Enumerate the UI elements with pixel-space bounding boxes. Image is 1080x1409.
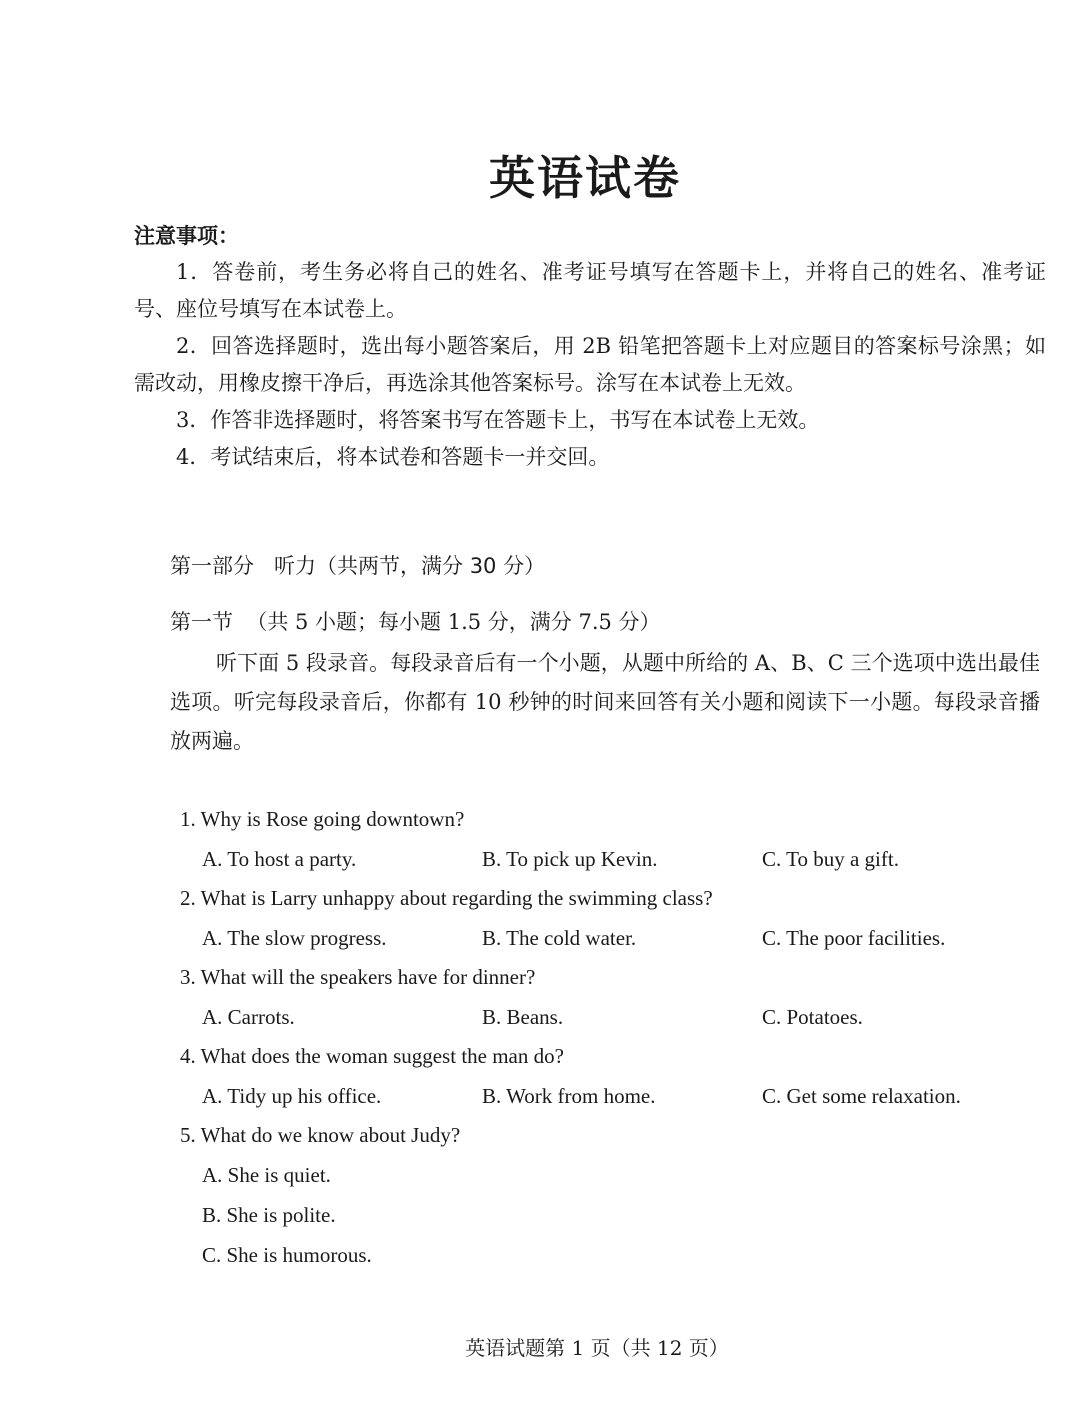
option-a: A. Carrots. xyxy=(202,1005,295,1029)
question-stem: 4. What does the woman suggest the man do? xyxy=(180,1044,564,1068)
notice-item: 4．考试结束后，将本试卷和答题卡一并交回。 xyxy=(176,445,610,469)
option-column xyxy=(180,1155,1040,1275)
question-list xyxy=(180,800,1040,1275)
section-instructions: 听下面 5 段录音。每段录音后有一个小题，从题中所给的 A、B、C 三个选项中选出最佳选项。听完每段录音后，你都有 10 秒钟的时间来回答有关小题和阅读下一小题。每段录音播放两遍。 xyxy=(170,651,1040,753)
option-c: C. Potatoes. xyxy=(762,1005,863,1029)
exam-title: 英语试卷 xyxy=(489,151,681,205)
option-a: A. She is quiet. xyxy=(202,1163,331,1187)
option-row xyxy=(180,918,1040,958)
option-b: B. To pick up Kevin. xyxy=(482,847,658,871)
notice-item: 1．答卷前，考生务必将自己的姓名、准考证号填写在答题卡上，并将自己的姓名、准考证号、座位号填写在本试卷上。 xyxy=(134,260,1046,321)
option-b: B. Beans. xyxy=(482,1005,564,1029)
part-heading: 第一部分 听力（共两节，满分 30 分） xyxy=(170,554,546,578)
option-b: B. She is polite. xyxy=(202,1203,336,1227)
option-b: B. Work from home. xyxy=(482,1084,656,1108)
option-c: C. To buy a gift. xyxy=(762,847,899,871)
question-2 xyxy=(180,879,1040,958)
question-3 xyxy=(180,958,1040,1037)
option-row xyxy=(180,997,1040,1037)
question-5 xyxy=(180,1116,1040,1275)
option-c: C. She is humorous. xyxy=(202,1243,372,1267)
page-footer: 英语试题第 1 页（共 12 页） xyxy=(465,1336,729,1360)
question-stem: 5. What do we know about Judy? xyxy=(180,1123,461,1147)
notice-item: 3．作答非选择题时，将答案书写在答题卡上，书写在本试卷上无效。 xyxy=(176,408,820,432)
option-row xyxy=(180,839,1040,879)
question-4 xyxy=(180,1037,1040,1116)
question-stem: 3. What will the speakers have for dinner? xyxy=(180,965,536,989)
option-a: A. To host a party. xyxy=(202,847,357,871)
notice-heading: 注意事项： xyxy=(134,224,239,248)
question-stem: 1. Why is Rose going downtown? xyxy=(180,807,465,831)
notice-item: 2．回答选择题时，选出每小题答案后，用 2B 铅笔把答题卡上对应题目的答案标号涂黑；如需改动，用橡皮擦干净后，再选涂其他答案标号。涂写在本试卷上无效。 xyxy=(134,334,1046,395)
section-heading: 第一节 （共 5 小题；每小题 1.5 分，满分 7.5 分） xyxy=(170,610,661,634)
question-stem: 2. What is Larry unhappy about regarding the swimming class? xyxy=(180,886,713,910)
option-row xyxy=(180,1076,1040,1116)
option-c: C. The poor facilities. xyxy=(762,926,946,950)
question-1 xyxy=(180,800,1040,879)
option-a: A. The slow progress. xyxy=(202,926,387,950)
option-c: C. Get some relaxation. xyxy=(762,1084,961,1108)
option-a: A. Tidy up his office. xyxy=(202,1084,382,1108)
option-b: B. The cold water. xyxy=(482,926,637,950)
notice-list xyxy=(134,254,1046,476)
